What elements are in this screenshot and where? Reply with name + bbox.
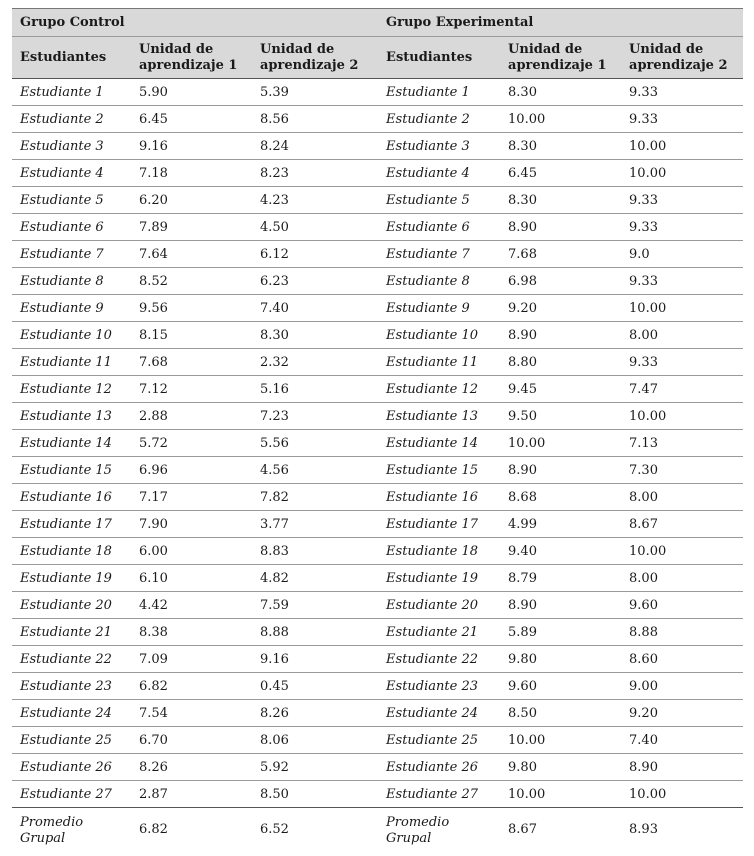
control-unit1-score: 4.42 [131, 592, 252, 619]
experimental-unit2-score: 7.40 [621, 727, 743, 754]
experimental-unit2-score: 8.00 [621, 565, 743, 592]
control-student-name: Estudiante 11 [12, 349, 131, 376]
group-header-row [12, 9, 743, 37]
experimental-student-name: Estudiante 14 [378, 430, 500, 457]
control-unit2-score: 7.59 [252, 592, 378, 619]
table-row [12, 187, 743, 214]
control-unit1-score: 7.89 [131, 214, 252, 241]
experimental-unit1-score: 7.68 [500, 241, 621, 268]
table-row [12, 322, 743, 349]
table-row [12, 133, 743, 160]
table-row [12, 754, 743, 781]
table-row [12, 214, 743, 241]
experimental-unit2-score: 8.67 [621, 511, 743, 538]
table-row [12, 79, 743, 106]
experimental-unit2-score: 7.13 [621, 430, 743, 457]
control-student-name: Estudiante 14 [12, 430, 131, 457]
table-row [12, 619, 743, 646]
experimental-unit1-score: 8.90 [500, 322, 621, 349]
control-unit2-score: 7.82 [252, 484, 378, 511]
experimental-student-name: Estudiante 25 [378, 727, 500, 754]
control-unit1-score: 5.72 [131, 430, 252, 457]
experimental-unit2-score: 9.00 [621, 673, 743, 700]
control-unit1-score: 7.68 [131, 349, 252, 376]
experimental-unit1-score: 8.90 [500, 214, 621, 241]
control-unit2-score: 8.30 [252, 322, 378, 349]
experimental-student-name: Estudiante 27 [378, 781, 500, 808]
control-average-unit1: 6.82 [139, 821, 168, 837]
control-unit2-score: 2.32 [252, 349, 378, 376]
control-student-name: Estudiante 4 [12, 160, 131, 187]
column-header-row [12, 37, 743, 79]
experimental-student-name: Estudiante 17 [378, 511, 500, 538]
control-unit2-header: Unidad de aprendizaje 2 [252, 37, 378, 79]
control-student-name: Estudiante 22 [12, 646, 131, 673]
experimental-unit2-score: 10.00 [621, 403, 743, 430]
experimental-unit2-score: 8.00 [621, 322, 743, 349]
experimental-unit2-score: 8.90 [621, 754, 743, 781]
table-row [12, 484, 743, 511]
control-student-name: Estudiante 25 [12, 727, 131, 754]
control-unit1-score: 7.18 [131, 160, 252, 187]
control-student-name: Estudiante 12 [12, 376, 131, 403]
experimental-student-name: Estudiante 20 [378, 592, 500, 619]
experimental-average-label [378, 808, 500, 852]
control-student-name: Estudiante 1 [12, 79, 131, 106]
control-unit2-score: 4.50 [252, 214, 378, 241]
experimental-unit2-header: Unidad de aprendizaje 2 [621, 37, 743, 79]
table-row [12, 781, 743, 808]
experimental-unit1-score: 5.89 [500, 619, 621, 646]
control-unit2-score: 7.40 [252, 295, 378, 322]
experimental-unit1-score: 8.30 [500, 187, 621, 214]
control-unit1-score: 6.10 [131, 565, 252, 592]
average-label-line2: Grupal [20, 830, 66, 846]
control-unit2-score: 7.23 [252, 403, 378, 430]
table-row [12, 376, 743, 403]
control-unit1-score: 8.38 [131, 619, 252, 646]
control-unit2-score: 8.56 [252, 106, 378, 133]
experimental-unit1-score: 9.80 [500, 754, 621, 781]
table-row [12, 403, 743, 430]
control-unit1-score: 8.26 [131, 754, 252, 781]
control-unit1-score: 8.15 [131, 322, 252, 349]
experimental-unit2-score: 9.33 [621, 349, 743, 376]
experimental-unit2-score: 9.33 [621, 268, 743, 295]
table-row [12, 538, 743, 565]
control-student-name: Estudiante 7 [12, 241, 131, 268]
experimental-unit1-score: 10.00 [500, 430, 621, 457]
control-unit1-score: 6.20 [131, 187, 252, 214]
experimental-student-name: Estudiante 10 [378, 322, 500, 349]
experimental-unit2-score: 9.33 [621, 214, 743, 241]
control-average-label [12, 808, 131, 852]
experimental-student-name: Estudiante 18 [378, 538, 500, 565]
control-unit1-score: 6.45 [131, 106, 252, 133]
control-unit1-score: 7.17 [131, 484, 252, 511]
control-unit1-score: 7.09 [131, 646, 252, 673]
experimental-unit2-score: 10.00 [621, 133, 743, 160]
experimental-student-name: Estudiante 4 [378, 160, 500, 187]
experimental-unit1-score: 10.00 [500, 781, 621, 808]
control-student-name: Estudiante 2 [12, 106, 131, 133]
average-label-line1: Promedio [386, 814, 450, 830]
control-unit2-score: 8.06 [252, 727, 378, 754]
experimental-unit1-score: 8.30 [500, 133, 621, 160]
experimental-unit1-score: 4.99 [500, 511, 621, 538]
experimental-student-name: Estudiante 16 [378, 484, 500, 511]
control-student-name: Estudiante 20 [12, 592, 131, 619]
experimental-student-name: Estudiante 24 [378, 700, 500, 727]
table-row [12, 241, 743, 268]
table-row [12, 727, 743, 754]
experimental-student-name: Estudiante 15 [378, 457, 500, 484]
table-row [12, 700, 743, 727]
control-average-unit2: 6.52 [260, 821, 289, 837]
experimental-unit2-score: 10.00 [621, 781, 743, 808]
experimental-unit1-score: 9.20 [500, 295, 621, 322]
experimental-student-name: Estudiante 3 [378, 133, 500, 160]
table-row [12, 646, 743, 673]
control-unit2-score: 4.23 [252, 187, 378, 214]
experimental-unit1-score: 6.45 [500, 160, 621, 187]
experimental-student-name: Estudiante 19 [378, 565, 500, 592]
table-body [12, 79, 743, 808]
experimental-student-name: Estudiante 12 [378, 376, 500, 403]
experimental-student-name: Estudiante 5 [378, 187, 500, 214]
control-students-header: Estudiantes [12, 37, 131, 79]
control-unit2-score: 6.23 [252, 268, 378, 295]
average-label-line1: Promedio [20, 814, 84, 830]
experimental-unit1-score: 9.45 [500, 376, 621, 403]
control-unit2-score: 4.56 [252, 457, 378, 484]
experimental-unit2-score: 10.00 [621, 538, 743, 565]
control-unit1-score: 7.12 [131, 376, 252, 403]
control-student-name: Estudiante 27 [12, 781, 131, 808]
experimental-unit1-score: 9.80 [500, 646, 621, 673]
experimental-unit1-score: 8.30 [500, 79, 621, 106]
control-student-name: Estudiante 10 [12, 322, 131, 349]
table-row [12, 673, 743, 700]
table-row [12, 457, 743, 484]
control-unit1-score: 7.64 [131, 241, 252, 268]
experimental-unit1-score: 8.90 [500, 457, 621, 484]
control-unit2-score: 8.88 [252, 619, 378, 646]
table-row [12, 565, 743, 592]
control-unit1-score: 2.87 [131, 781, 252, 808]
experimental-unit1-score: 10.00 [500, 106, 621, 133]
control-unit1-score: 7.90 [131, 511, 252, 538]
experimental-unit2-score: 10.00 [621, 160, 743, 187]
experimental-student-name: Estudiante 7 [378, 241, 500, 268]
control-unit1-score: 6.82 [131, 673, 252, 700]
experimental-student-name: Estudiante 11 [378, 349, 500, 376]
control-student-name: Estudiante 19 [12, 565, 131, 592]
experimental-unit1-score: 8.90 [500, 592, 621, 619]
experimental-student-name: Estudiante 22 [378, 646, 500, 673]
control-student-name: Estudiante 6 [12, 214, 131, 241]
experimental-student-name: Estudiante 2 [378, 106, 500, 133]
grades-table [12, 8, 743, 851]
experimental-student-name: Estudiante 9 [378, 295, 500, 322]
experimental-average-unit1: 8.67 [508, 821, 537, 837]
experimental-unit2-score: 8.00 [621, 484, 743, 511]
experimental-student-name: Estudiante 13 [378, 403, 500, 430]
experimental-unit1-score: 8.50 [500, 700, 621, 727]
experimental-unit2-score: 9.33 [621, 79, 743, 106]
control-unit2-score: 6.12 [252, 241, 378, 268]
control-unit2-score: 8.24 [252, 133, 378, 160]
control-student-name: Estudiante 5 [12, 187, 131, 214]
control-student-name: Estudiante 23 [12, 673, 131, 700]
control-student-name: Estudiante 3 [12, 133, 131, 160]
experimental-unit2-score: 9.60 [621, 592, 743, 619]
experimental-unit2-score: 7.47 [621, 376, 743, 403]
experimental-average-unit2: 8.93 [629, 821, 658, 837]
experimental-student-name: Estudiante 8 [378, 268, 500, 295]
control-unit1-score: 9.56 [131, 295, 252, 322]
experimental-unit2-score: 9.0 [621, 241, 743, 268]
experimental-unit2-score: 9.20 [621, 700, 743, 727]
experimental-unit1-score: 8.68 [500, 484, 621, 511]
control-unit2-score: 9.16 [252, 646, 378, 673]
table-row [12, 430, 743, 457]
control-unit2-score: 8.83 [252, 538, 378, 565]
control-unit1-score: 8.52 [131, 268, 252, 295]
experimental-unit1-score: 10.00 [500, 727, 621, 754]
control-unit2-score: 5.16 [252, 376, 378, 403]
control-unit2-score: 0.45 [252, 673, 378, 700]
experimental-unit1-score: 6.98 [500, 268, 621, 295]
control-student-name: Estudiante 8 [12, 268, 131, 295]
table-row [12, 511, 743, 538]
experimental-unit2-score: 7.30 [621, 457, 743, 484]
group-experimental-header: Grupo Experimental [378, 9, 743, 37]
experimental-unit1-score: 9.50 [500, 403, 621, 430]
control-unit1-score: 2.88 [131, 403, 252, 430]
experimental-unit2-score: 9.33 [621, 187, 743, 214]
average-label-line2: Grupal [386, 830, 432, 846]
experimental-unit2-score: 10.00 [621, 295, 743, 322]
group-average-row [12, 808, 743, 852]
control-student-name: Estudiante 15 [12, 457, 131, 484]
table-row [12, 106, 743, 133]
control-unit2-score: 4.82 [252, 565, 378, 592]
experimental-unit2-score: 8.88 [621, 619, 743, 646]
control-unit2-score: 8.50 [252, 781, 378, 808]
experimental-student-name: Estudiante 21 [378, 619, 500, 646]
control-unit2-score: 3.77 [252, 511, 378, 538]
control-unit1-score: 6.70 [131, 727, 252, 754]
experimental-unit1-score: 9.60 [500, 673, 621, 700]
experimental-student-name: Estudiante 6 [378, 214, 500, 241]
experimental-unit1-score: 8.79 [500, 565, 621, 592]
experimental-unit1-header: Unidad de aprendizaje 1 [500, 37, 621, 79]
control-unit2-score: 5.39 [252, 79, 378, 106]
control-unit2-score: 8.26 [252, 700, 378, 727]
control-unit1-header: Unidad de aprendizaje 1 [131, 37, 252, 79]
experimental-unit1-score: 8.80 [500, 349, 621, 376]
control-unit1-score: 5.90 [131, 79, 252, 106]
control-unit2-score: 5.56 [252, 430, 378, 457]
table-row [12, 592, 743, 619]
control-student-name: Estudiante 18 [12, 538, 131, 565]
experimental-students-header: Estudiantes [378, 37, 500, 79]
experimental-student-name: Estudiante 1 [378, 79, 500, 106]
table-row [12, 295, 743, 322]
control-student-name: Estudiante 16 [12, 484, 131, 511]
control-unit1-score: 6.00 [131, 538, 252, 565]
experimental-student-name: Estudiante 26 [378, 754, 500, 781]
control-student-name: Estudiante 21 [12, 619, 131, 646]
control-student-name: Estudiante 9 [12, 295, 131, 322]
experimental-unit1-score: 9.40 [500, 538, 621, 565]
control-student-name: Estudiante 13 [12, 403, 131, 430]
control-student-name: Estudiante 24 [12, 700, 131, 727]
control-student-name: Estudiante 26 [12, 754, 131, 781]
control-student-name: Estudiante 17 [12, 511, 131, 538]
control-unit1-score: 7.54 [131, 700, 252, 727]
table-row [12, 349, 743, 376]
control-unit1-score: 6.96 [131, 457, 252, 484]
experimental-unit2-score: 9.33 [621, 106, 743, 133]
control-unit1-score: 9.16 [131, 133, 252, 160]
table-row [12, 160, 743, 187]
experimental-student-name: Estudiante 23 [378, 673, 500, 700]
control-unit2-score: 8.23 [252, 160, 378, 187]
experimental-unit2-score: 8.60 [621, 646, 743, 673]
control-unit2-score: 5.92 [252, 754, 378, 781]
group-control-header: Grupo Control [12, 9, 378, 37]
table-row [12, 268, 743, 295]
